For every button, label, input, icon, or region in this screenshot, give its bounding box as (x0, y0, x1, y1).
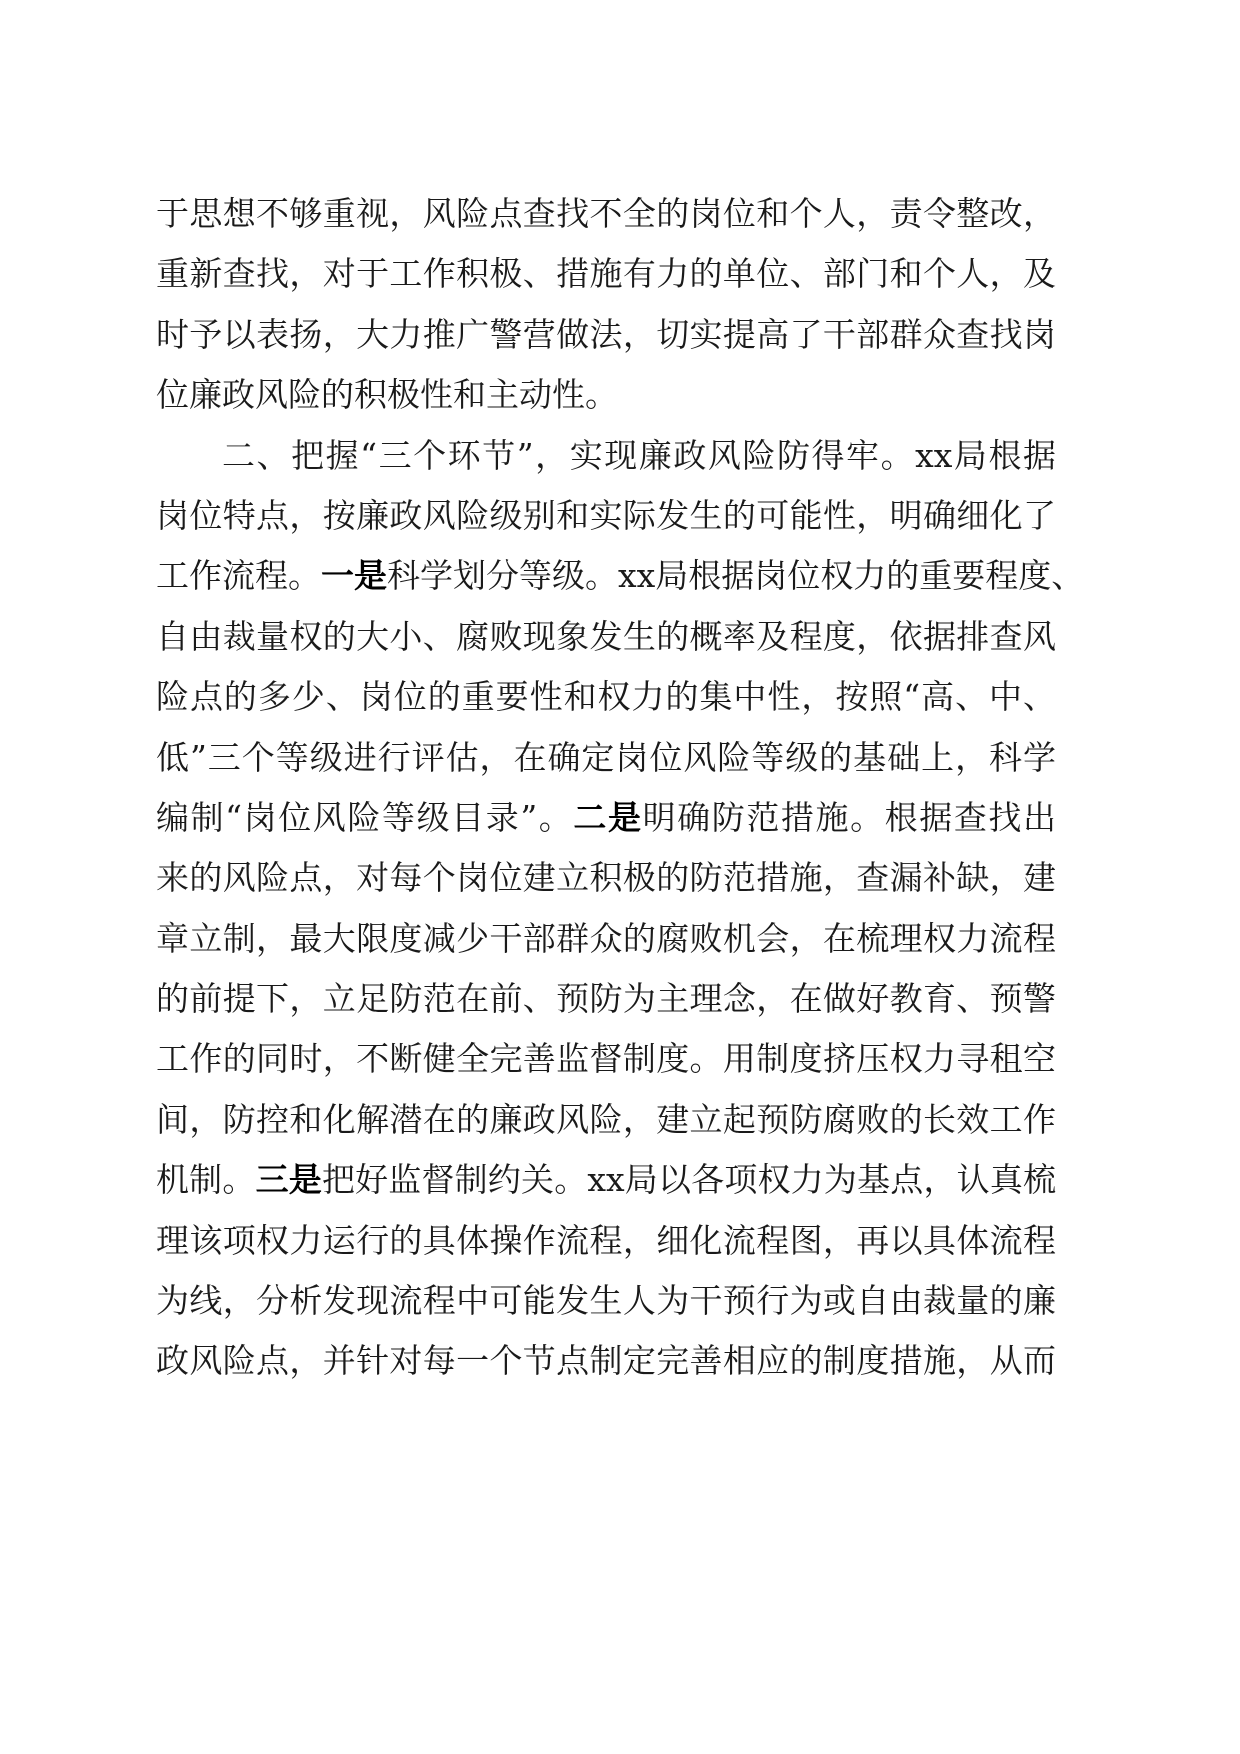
text-line: 的前提下，立足防范在前、预防为主理念，在做好教育、预警 (156, 979, 1056, 1019)
bold-marker: 二是 (573, 797, 643, 837)
text-line: 理该项权力运行的具体操作流程，细化流程图，再以具体流程 (156, 1220, 1056, 1260)
text-line: 为线，分析发现流程中可能发生人为干预行为或自由裁量的廉 (156, 1281, 1056, 1321)
text-line: 岗位特点，按廉政风险级别和实际发生的可能性，明确细化了 (156, 495, 1056, 535)
text-line: 低”三个等级进行评估，在确定岗位风险等级的基础上，科学 (156, 737, 1056, 777)
text-line: 政风险点，并针对每一个节点制定完善相应的制度措施，从而 (156, 1341, 1056, 1381)
text-line: 时予以表扬，大力推广警营做法，切实提高了干部群众查找岗 (156, 314, 1056, 354)
text-line: 重新查找，对于工作积极、措施有力的单位、部门和个人，及 (156, 254, 1056, 294)
text-line (156, 546, 1085, 606)
text-segment: 工作流程。 (156, 556, 321, 596)
text-line: 章立制，最大限度减少干部群众的腐败机会，在梳理权力流程 (156, 918, 1056, 958)
bold-marker: 三是 (255, 1160, 322, 1200)
text-segment: 把好监督制约关。xx局以各项权力为基点，认真梳 (321, 1160, 1057, 1200)
text-line: 自由裁量权的大小、腐败现象发生的概率及程度，依据排查风 (156, 616, 1056, 656)
text-line (156, 1150, 1056, 1210)
text-segment: 编制“岗位风险等级目录”。 (156, 797, 574, 837)
text-segment: 明确防范措施。根据查找出 (642, 797, 1057, 837)
text-line: 工作的同时，不断健全完善监督制度。用制度挤压权力寻租空 (156, 1039, 1056, 1079)
text-segment: 科学划分等级。xx局根据岗位权力的重要程度、 (387, 556, 1085, 596)
text-line: 险点的多少、岗位的重要性和权力的集中性，按照“高、中、 (156, 677, 1056, 717)
body-text (156, 184, 1085, 1392)
text-line: 来的风险点，对每个岗位建立积极的防范措施，查漏补缺，建 (156, 858, 1056, 898)
text-line: 间，防控和化解潜在的廉政风险，建立起预防腐败的长效工作 (156, 1099, 1056, 1139)
paragraph-heading-line: 二、把握“三个环节”，实现廉政风险防得牢。xx局根据 (222, 435, 1056, 475)
text-line (156, 788, 1056, 848)
text-segment: 机制。 (156, 1160, 256, 1200)
text-line: 于思想不够重视，风险点查找不全的岗位和个人，责令整改， (156, 194, 1056, 233)
bold-marker: 一是 (321, 556, 387, 596)
text-line: 位廉政风险的积极性和主动性。 (156, 375, 618, 415)
